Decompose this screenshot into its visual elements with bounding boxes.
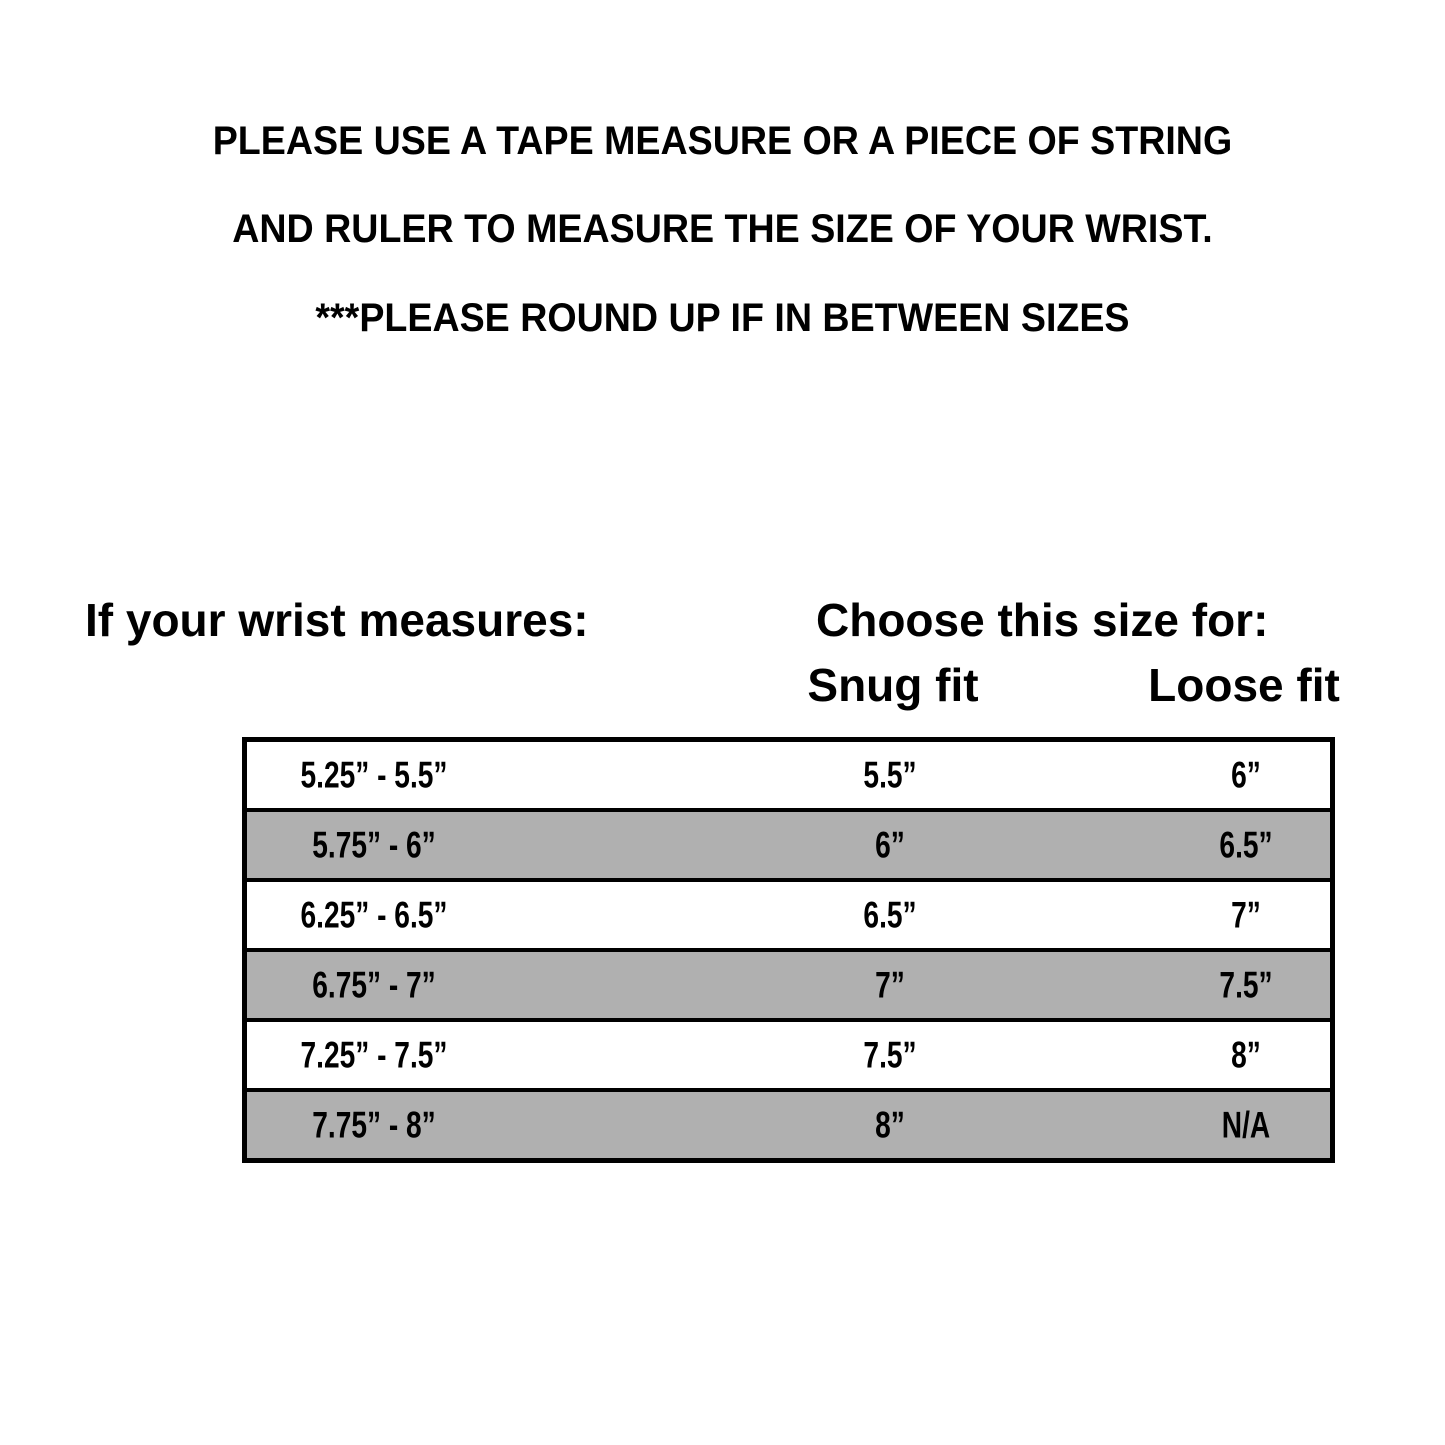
instruction-line-1: PLEASE USE A TAPE MEASURE OR A PIECE OF STRING	[212, 119, 1233, 163]
loose-size-cell: 7.5”	[1218, 964, 1273, 1006]
snug-size-cell: 6.5”	[863, 894, 917, 936]
table-row	[247, 952, 1330, 1022]
snug-size-cell: 6”	[875, 824, 906, 866]
loose-size-cell: N/A	[1221, 1104, 1270, 1146]
choose-size-header: Choose this size for:	[816, 594, 1269, 646]
loose-size-cell: 8”	[1230, 1034, 1261, 1076]
loose-fit-column-header: Loose fit	[1148, 659, 1340, 711]
instruction-line-3: ***PLEASE ROUND UP IF IN BETWEEN SIZES	[315, 296, 1130, 340]
wrist-range-cell: 7.75” - 8”	[311, 1104, 436, 1146]
table-row	[247, 1092, 1330, 1158]
size-table	[242, 737, 1335, 1163]
snug-size-cell: 7”	[875, 964, 906, 1006]
wrist-range-cell: 7.25” - 7.5”	[300, 1034, 448, 1076]
loose-size-cell: 6”	[1230, 754, 1261, 796]
snug-fit-column-header: Snug fit	[807, 659, 979, 711]
snug-size-cell: 8”	[875, 1104, 906, 1146]
instruction-line-2: AND RULER TO MEASURE THE SIZE OF YOUR WRIST.	[232, 207, 1213, 251]
table-row	[247, 882, 1330, 952]
table-row	[247, 812, 1330, 882]
wrist-range-cell: 5.75” - 6”	[311, 824, 436, 866]
table-row	[247, 742, 1330, 812]
wrist-range-cell: 5.25” - 5.5”	[300, 754, 448, 796]
table-row	[247, 1022, 1330, 1092]
snug-size-cell: 7.5”	[863, 1034, 917, 1076]
snug-size-cell: 5.5”	[863, 754, 917, 796]
wrist-range-cell: 6.25” - 6.5”	[300, 894, 448, 936]
loose-size-cell: 6.5”	[1218, 824, 1273, 866]
loose-size-cell: 7”	[1230, 894, 1261, 936]
wrist-range-cell: 6.75” - 7”	[311, 964, 436, 1006]
wrist-measures-header: If your wrist measures:	[85, 594, 589, 646]
